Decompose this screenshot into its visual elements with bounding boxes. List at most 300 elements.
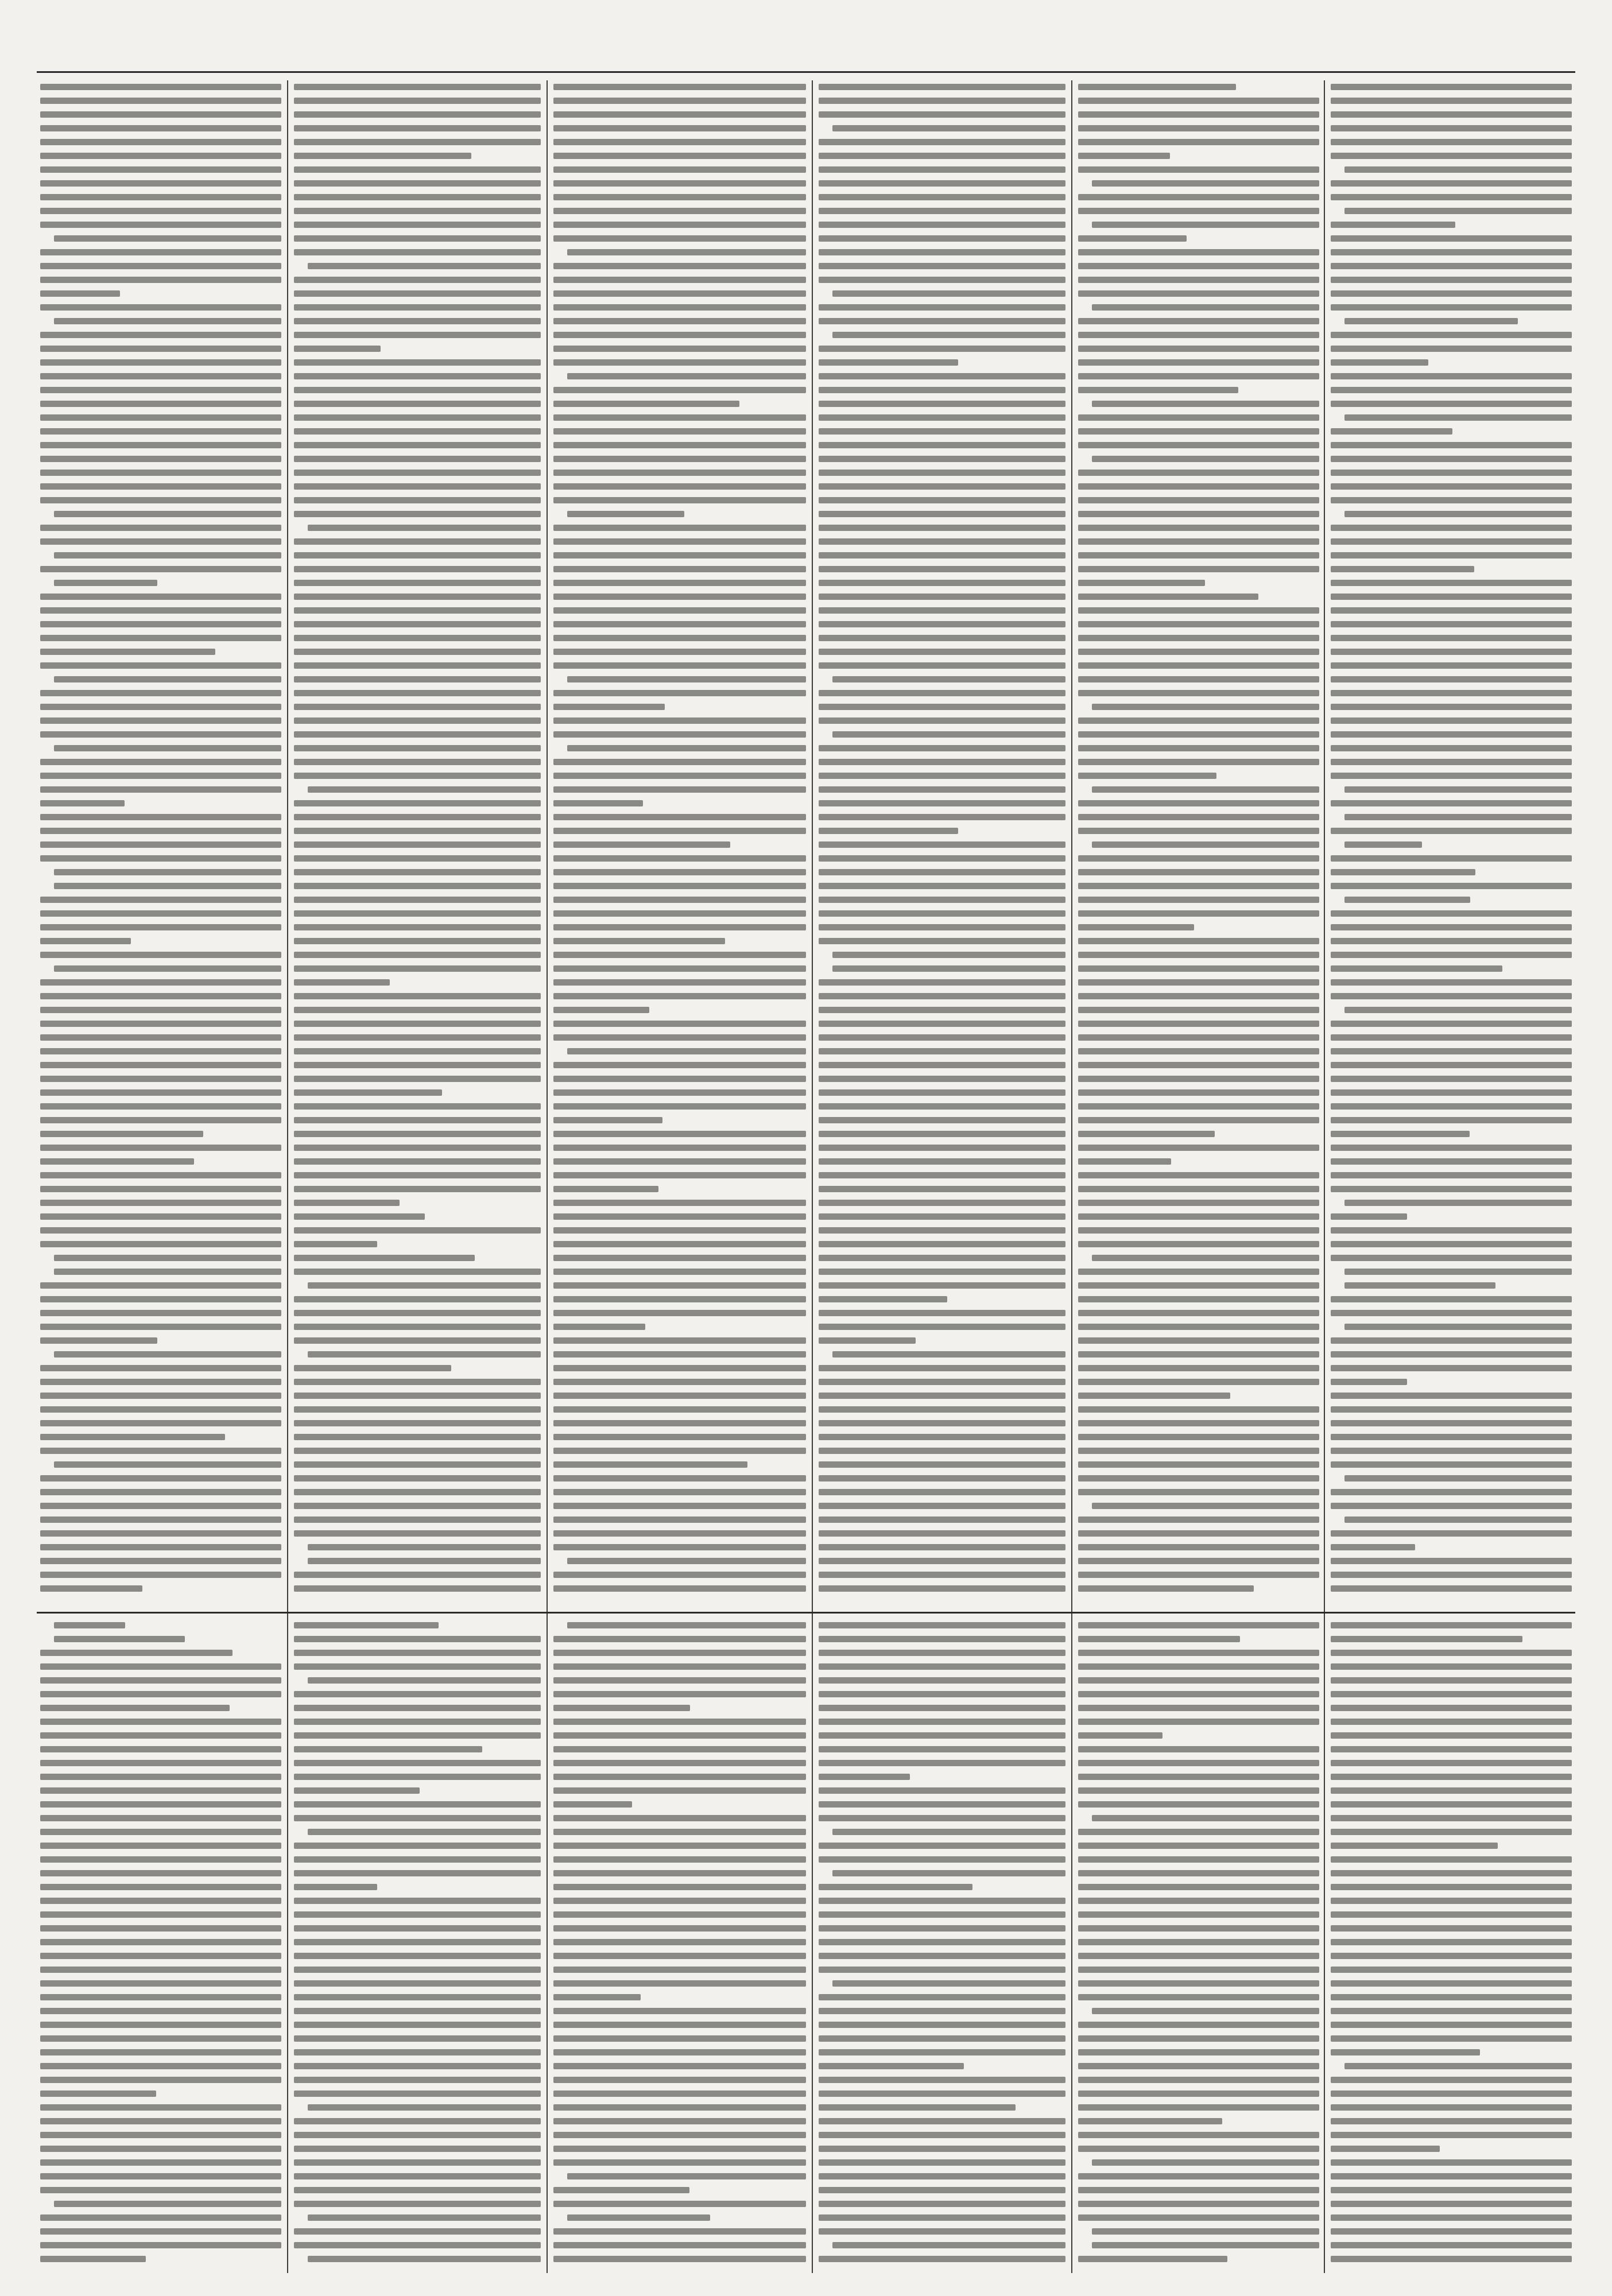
- text-line: [294, 745, 541, 751]
- text-line: [1331, 1663, 1572, 1670]
- text-line: [1078, 662, 1319, 669]
- text-line: [553, 2256, 806, 2262]
- text-line: [294, 2228, 541, 2235]
- text-line: [1092, 180, 1319, 187]
- text-line: [819, 1034, 1065, 1041]
- text-line: [1331, 346, 1572, 352]
- text-line: [1078, 1117, 1319, 1123]
- text-line: [819, 538, 1065, 545]
- text-line: [1331, 1530, 1572, 1537]
- text-line: [40, 1994, 281, 2000]
- text-line: [40, 456, 281, 462]
- text-line: [1331, 1448, 1572, 1454]
- text-line: [1331, 401, 1572, 407]
- text-line: [819, 1663, 1065, 1670]
- text-line: [553, 1663, 806, 1670]
- text-line: [1331, 1572, 1572, 1578]
- text-line: [553, 84, 806, 90]
- text-line: [819, 704, 1065, 710]
- text-line: [294, 649, 541, 655]
- text-line: [1078, 1337, 1319, 1344]
- text-line: [40, 1172, 281, 1178]
- text-line: [294, 1048, 541, 1054]
- text-line: [819, 1636, 1065, 1642]
- text-line: [1331, 1544, 1415, 1550]
- text-line: [294, 401, 541, 407]
- text-line: [1344, 318, 1518, 324]
- text-line: [1331, 2173, 1572, 2179]
- text-line: [294, 290, 541, 297]
- text-line: [294, 139, 541, 145]
- text-line: [40, 2132, 281, 2138]
- text-line: [40, 1650, 232, 1656]
- text-line: [40, 566, 281, 572]
- text-line: [567, 249, 806, 255]
- text-line: [294, 1227, 541, 1234]
- text-line: [1331, 855, 1572, 862]
- text-line: [40, 1034, 281, 1041]
- text-line: [1078, 1980, 1319, 1987]
- text-line: [294, 180, 541, 187]
- text-line: [1344, 1475, 1572, 1481]
- text-line: [1331, 2242, 1572, 2248]
- text-line: [1344, 1269, 1572, 1275]
- text-line: [567, 2173, 806, 2179]
- text-line: [40, 1815, 281, 1821]
- column-divider: [1324, 80, 1325, 2273]
- text-line: [294, 2035, 541, 2042]
- text-line: [40, 1787, 281, 1794]
- text-line: [40, 828, 281, 834]
- text-line: [40, 1801, 281, 1808]
- text-line: [819, 1622, 1065, 1628]
- text-line: [294, 773, 541, 779]
- text-line: [294, 1517, 541, 1523]
- text-line: [40, 1663, 281, 1670]
- text-line: [308, 1544, 541, 1550]
- text-line: [832, 125, 1065, 131]
- text-line: [819, 194, 1065, 200]
- text-line: [553, 1076, 806, 1082]
- text-line: [553, 2187, 689, 2193]
- text-line: [1078, 1953, 1319, 1959]
- text-line: [1078, 1172, 1319, 1178]
- text-line: [1078, 1200, 1319, 1206]
- text-line: [40, 1489, 281, 1495]
- column-divider: [812, 80, 813, 2273]
- text-line: [553, 952, 806, 958]
- column-1-top: [40, 80, 281, 1607]
- text-line: [40, 814, 281, 820]
- text-line: [40, 2214, 281, 2221]
- text-line: [819, 1131, 1065, 1137]
- text-line: [40, 332, 281, 338]
- text-line: [553, 1241, 806, 1247]
- text-line: [819, 552, 1065, 559]
- text-line: [308, 263, 541, 269]
- text-line: [553, 1007, 649, 1013]
- text-line: [308, 1558, 541, 1564]
- text-line: [294, 566, 541, 572]
- text-line: [819, 235, 1065, 242]
- text-line: [1078, 1475, 1319, 1481]
- text-line: [294, 594, 541, 600]
- text-line: [1078, 1145, 1319, 1151]
- text-line: [54, 511, 281, 517]
- text-line: [553, 1856, 806, 1863]
- text-line: [1331, 497, 1572, 503]
- text-line: [1078, 111, 1319, 118]
- text-line: [294, 938, 541, 944]
- text-line: [294, 2201, 541, 2207]
- text-line: [54, 1461, 281, 1468]
- text-line: [40, 1856, 281, 1863]
- text-line: [294, 1103, 541, 1110]
- text-line: [832, 332, 1065, 338]
- text-line: [1331, 1213, 1407, 1220]
- text-line: [1331, 2228, 1572, 2235]
- text-line: [1078, 1379, 1319, 1385]
- text-line: [1078, 883, 1319, 889]
- text-line: [1331, 1980, 1572, 1987]
- text-line: [1078, 1021, 1319, 1027]
- text-line: [819, 2008, 1065, 2014]
- text-line: [553, 2146, 806, 2152]
- text-line: [294, 1131, 541, 1137]
- text-line: [294, 1663, 541, 1670]
- text-line: [553, 1186, 658, 1192]
- text-line: [553, 139, 806, 145]
- text-line: [819, 98, 1065, 104]
- text-line: [294, 1994, 541, 2000]
- text-line: [819, 745, 1065, 751]
- text-line: [1078, 1870, 1319, 1876]
- text-line: [294, 456, 541, 462]
- text-line: [553, 786, 806, 793]
- text-line: [294, 1585, 541, 1592]
- text-line: [819, 1489, 1065, 1495]
- text-line: [40, 1572, 281, 1578]
- text-line: [819, 1760, 1065, 1766]
- text-line: [40, 153, 281, 159]
- text-line: [553, 552, 806, 559]
- text-line: [294, 483, 541, 490]
- text-line: [1078, 1843, 1319, 1849]
- text-line: [819, 1062, 1065, 1068]
- text-line: [294, 731, 541, 738]
- text-line: [819, 649, 1065, 655]
- text-line: [294, 1732, 541, 1739]
- text-line: [1078, 2256, 1227, 2262]
- text-line: [1078, 1585, 1254, 1592]
- text-line: [553, 938, 725, 944]
- text-line: [294, 1967, 541, 1973]
- text-line: [1078, 2104, 1319, 2111]
- text-line: [1092, 786, 1319, 793]
- text-line: [294, 1241, 377, 1247]
- text-line: [1331, 1034, 1572, 1041]
- text-line: [54, 1636, 185, 1642]
- text-line: [1344, 2063, 1572, 2069]
- text-line: [819, 2049, 1065, 2055]
- text-line: [553, 1213, 806, 1220]
- text-line: [1078, 1034, 1319, 1041]
- text-line: [40, 1076, 281, 1082]
- text-line: [1331, 1076, 1572, 1082]
- text-line: [553, 1227, 806, 1234]
- text-line: [819, 1732, 1065, 1739]
- text-line: [1078, 1406, 1319, 1413]
- text-line: [1078, 621, 1319, 627]
- text-line: [1078, 718, 1319, 724]
- text-line: [1078, 924, 1194, 930]
- text-line: [308, 1282, 541, 1289]
- text-line: [1331, 428, 1452, 435]
- text-line: [294, 800, 541, 806]
- text-line: [1078, 2022, 1319, 2028]
- text-line: [1344, 1324, 1572, 1330]
- text-line: [553, 1448, 806, 1454]
- text-line: [294, 1572, 541, 1578]
- text-line: [40, 1558, 281, 1564]
- text-line: [1331, 1732, 1572, 1739]
- text-line: [1331, 98, 1572, 104]
- text-line: [553, 456, 806, 462]
- text-line: [819, 1393, 1065, 1399]
- text-line: [294, 84, 541, 90]
- text-line: [553, 704, 665, 710]
- text-line: [1344, 897, 1470, 903]
- text-line: [553, 1255, 806, 1261]
- text-line: [819, 2159, 1065, 2166]
- text-line: [819, 2035, 1065, 2042]
- text-line: [40, 1530, 281, 1537]
- text-line: [1331, 745, 1572, 751]
- text-line: [553, 1843, 806, 1849]
- text-line: [294, 373, 541, 379]
- text-line: [1331, 1145, 1572, 1151]
- text-line: [819, 1282, 1065, 1289]
- text-line: [54, 318, 281, 324]
- text-line: [819, 1746, 1065, 1752]
- text-line: [1331, 1898, 1572, 1904]
- text-line: [1078, 1213, 1319, 1220]
- text-line: [1078, 773, 1216, 779]
- text-line: [553, 2201, 806, 2207]
- text-line: [819, 1994, 1065, 2000]
- text-line: [40, 401, 281, 407]
- text-line: [819, 1200, 1065, 1206]
- text-line: [40, 649, 215, 655]
- text-line: [1331, 1131, 1470, 1137]
- text-line: [1331, 621, 1572, 627]
- text-line: [1078, 2146, 1319, 2152]
- text-line: [553, 263, 806, 269]
- text-line: [1331, 2118, 1572, 2124]
- text-line: [40, 2049, 281, 2055]
- text-line: [294, 2118, 541, 2124]
- text-line: [40, 1746, 281, 1752]
- text-line: [40, 1117, 281, 1123]
- text-line: [40, 855, 281, 862]
- text-line: [1331, 2049, 1480, 2055]
- text-line: [819, 2187, 1065, 2193]
- text-line: [553, 1351, 806, 1358]
- text-line: [553, 1585, 806, 1592]
- text-line: [1078, 745, 1319, 751]
- text-line: [294, 1145, 541, 1151]
- text-line: [819, 166, 1065, 173]
- text-line: [1078, 346, 1319, 352]
- text-line: [553, 538, 806, 545]
- text-line: [40, 346, 281, 352]
- text-line: [819, 828, 958, 834]
- text-line: [1078, 442, 1319, 448]
- text-line: [819, 855, 1065, 862]
- text-line: [40, 1434, 225, 1440]
- text-line: [819, 373, 1065, 379]
- text-line: [553, 1691, 806, 1697]
- text-line: [1078, 1650, 1319, 1656]
- text-line: [40, 1884, 281, 1890]
- text-line: [819, 1145, 1065, 1151]
- text-line: [294, 1843, 541, 1849]
- text-line: [1078, 814, 1319, 820]
- text-line: [294, 428, 541, 435]
- text-line: [294, 718, 541, 724]
- text-line: [553, 1200, 806, 1206]
- text-line: [294, 153, 471, 159]
- text-line: [1331, 1365, 1572, 1371]
- text-line: [1078, 1760, 1319, 1766]
- text-line: [1331, 1461, 1572, 1468]
- text-line: [40, 222, 281, 228]
- text-line: [1092, 2008, 1319, 2014]
- text-line: [40, 1544, 281, 1550]
- text-line: [40, 773, 281, 779]
- text-line: [294, 828, 541, 834]
- text-line: [1078, 1636, 1240, 1642]
- text-line: [553, 194, 806, 200]
- text-line: [1078, 1884, 1319, 1890]
- text-line: [40, 1980, 281, 1987]
- text-line: [553, 359, 806, 366]
- text-line: [553, 1760, 806, 1766]
- text-line: [40, 1967, 281, 1973]
- text-line: [819, 1677, 1065, 1684]
- text-line: [294, 1448, 541, 1454]
- text-line: [819, 1843, 1065, 1849]
- text-line: [553, 1815, 806, 1821]
- text-line: [1078, 1448, 1319, 1454]
- text-line: [1344, 1517, 1572, 1523]
- text-line: [819, 456, 1065, 462]
- text-line: [1331, 470, 1572, 476]
- text-line: [819, 580, 1065, 586]
- text-line: [553, 635, 806, 641]
- text-line: [553, 1131, 806, 1137]
- text-line: [40, 2187, 281, 2193]
- text-line: [819, 401, 1065, 407]
- text-line: [553, 1117, 662, 1123]
- text-line: [567, 511, 684, 517]
- text-line: [553, 1420, 806, 1426]
- text-line: [1078, 2063, 1319, 2069]
- text-line: [40, 442, 281, 448]
- text-line: [308, 1351, 541, 1358]
- text-line: [1092, 456, 1319, 462]
- text-line: [308, 1677, 541, 1684]
- text-line: [567, 1048, 806, 1054]
- text-line: [1078, 1801, 1319, 1808]
- text-line: [553, 2132, 806, 2138]
- text-line: [819, 1572, 1065, 1578]
- text-line: [40, 1089, 281, 1096]
- text-line: [1078, 2035, 1319, 2042]
- text-line: [553, 594, 806, 600]
- text-line: [1078, 1076, 1319, 1082]
- text-line: [294, 855, 541, 862]
- text-line: [1078, 497, 1319, 503]
- running-header: [37, 21, 1575, 70]
- text-line: [294, 2159, 541, 2166]
- text-line: [1078, 1856, 1319, 1863]
- column-3-top: [553, 80, 806, 1607]
- text-line: [294, 814, 541, 820]
- text-line: [1331, 1856, 1572, 1863]
- text-line: [819, 139, 1065, 145]
- section-rule: [37, 1612, 1575, 1614]
- text-line: [294, 1925, 541, 1932]
- text-line: [1078, 290, 1319, 297]
- text-line: [819, 84, 1065, 90]
- text-line: [553, 897, 806, 903]
- text-line: [1078, 1007, 1319, 1013]
- text-line: [819, 428, 1065, 435]
- text-line: [1078, 1691, 1319, 1697]
- text-line: [1078, 1434, 1319, 1440]
- text-line: [1331, 828, 1572, 834]
- text-line: [819, 1007, 1065, 1013]
- text-line: [294, 1034, 541, 1041]
- text-line: [553, 1530, 806, 1537]
- column-2-bottom: [294, 1619, 541, 2279]
- text-line: [40, 1103, 281, 1110]
- text-line: [1331, 1677, 1572, 1684]
- text-line: [819, 1898, 1065, 1904]
- column-6-top: [1331, 80, 1572, 1607]
- text-line: [819, 470, 1065, 476]
- text-line: [40, 1448, 281, 1454]
- text-line: [1092, 1255, 1319, 1261]
- text-line: [1331, 263, 1572, 269]
- text-line: [819, 1503, 1065, 1509]
- text-line: [294, 194, 541, 200]
- text-line: [553, 2022, 806, 2028]
- text-line: [294, 1489, 541, 1495]
- text-line: [40, 731, 281, 738]
- text-line: [294, 704, 541, 710]
- text-line: [40, 1227, 281, 1234]
- text-line: [54, 1622, 125, 1628]
- text-line: [1078, 649, 1319, 655]
- text-line: [294, 1310, 541, 1316]
- text-line: [294, 249, 541, 255]
- text-line: [819, 1774, 910, 1780]
- text-line: [1078, 1967, 1319, 1973]
- text-line: [40, 139, 281, 145]
- text-line: [1331, 938, 1572, 944]
